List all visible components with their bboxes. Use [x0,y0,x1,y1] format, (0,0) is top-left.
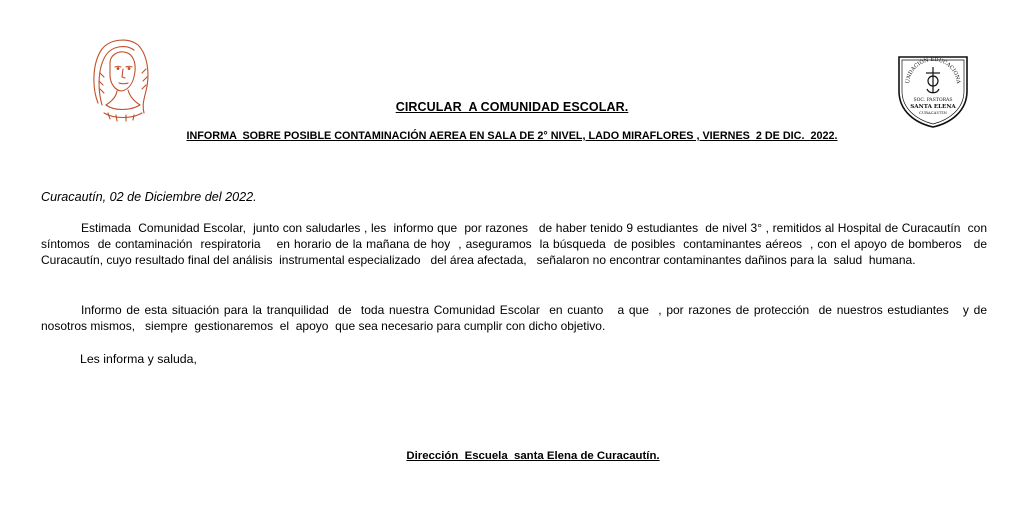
school-seal-icon [893,51,973,129]
date-line: Curacautín, 02 de Diciembre del 2022. [41,190,257,204]
signature-line: Dirección Escuela santa Elena de Curacautín. [406,450,660,462]
body-paragraph-1: Estimada Comunidad Escolar, junto con saludarles , les informo que por razones de haber tenido 9 estudiantes de nivel 3° , remitidos al Hospital de Curacautín con síntomos de contaminación respiratoria en horario de la mañana de hoy , aseguramos la búsqueda de posibles contaminantes aéreos , con el apoyo de bomberos de Curacautín, cuyo resultado final del análisis instrumental especializado del área afectada, señalaron no encontrar contaminantes dañinos para la salud humana. [41,221,991,267]
document-subtitle: INFORMA SOBRE POSIBLE CONTAMINACIÓN AEREA EN SALA DE 2° NIVEL, LADO MIRAFLORES , VIERNES 2 DE DIC. 2022. [186,130,838,142]
body-paragraph-2: Informo de esta situación para la tranquilidad de toda nuestra Comunidad Escolar en cuanto a que , por razones de protección de nuestros estudiantes y de nosotros mismos, siempre gestionaremos el apoyo que sea necesario para cumplir con dicho objetivo. [41,303,991,333]
seal-line-2: SANTA ELENA [910,104,956,110]
closing-line: Les informa y saluda, [80,352,197,366]
seal-line-1: SOC. PASTORAS [913,98,953,103]
seal-top-text: UNDACIÓN EDUCACIONA [904,56,962,85]
seal-line-3: CURACAUTIN [919,110,947,115]
document-title: CIRCULAR A COMUNIDAD ESCOLAR. [395,100,629,114]
